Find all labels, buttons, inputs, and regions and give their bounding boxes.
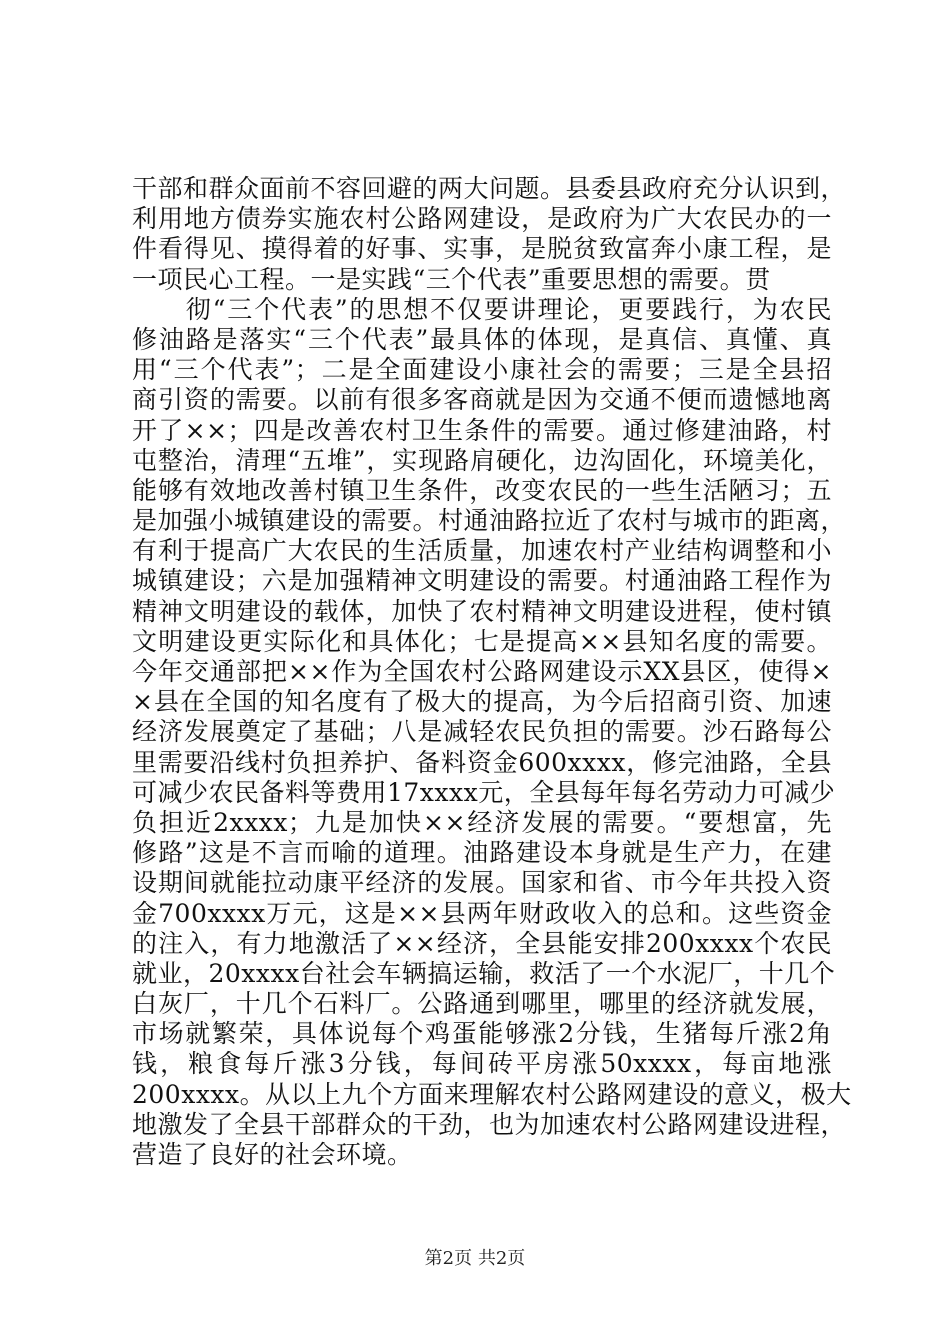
text-line: 能够有效地改善村镇卫生条件，改变农民的一些生活陋习；五 [132, 475, 832, 505]
text-line: 彻“三个代表”的思想不仅要讲理论，更要践行，为农民 [132, 294, 832, 324]
text-line: 钱，粮食每斤涨3分钱，每间砖平房涨50xxxx，每亩地涨 [132, 1049, 832, 1079]
text-line: 经济发展奠定了基础；八是减轻农民负担的需要。沙石路每公 [132, 717, 832, 747]
text-line: 金700xxxx万元，这是××县两年财政收入的总和。这些资金 [132, 898, 832, 928]
text-line: 件看得见、摸得着的好事、实事，是脱贫致富奔小康工程，是 [132, 234, 832, 264]
text-line: 利用地方债券实施农村公路网建设，是政府为广大农民办的一 [132, 204, 832, 234]
text-line: 精神文明建设的载体，加快了农村精神文明建设进程，使村镇 [132, 596, 832, 626]
text-line: 市场就繁荣，具体说每个鸡蛋能够涨2分钱，生猪每斤涨2角 [132, 1019, 832, 1049]
text-line: 设期间就能拉动康平经济的发展。国家和省、市今年共投入资 [132, 868, 832, 898]
text-line: 的注入，有力地激活了××经济，全县能安排200xxxx个农民 [132, 928, 832, 958]
text-line: 屯整治，清理“五堆”，实现路肩硬化，边沟固化，环境美化， [132, 445, 832, 475]
text-line: 200xxxx。从以上九个方面来理解农村公路网建设的意义，极大 [132, 1079, 852, 1109]
text-line: 地激发了全县干部群众的干劲，也为加速农村公路网建设进程， [132, 1109, 847, 1139]
text-line: 城镇建设；六是加强精神文明建设的需要。村通油路工程作为 [132, 566, 832, 596]
text-line: 干部和群众面前不容回避的两大问题。县委县政府充分认识到， [132, 174, 847, 203]
text-line: 用“三个代表”；二是全面建设小康社会的需要；三是全县招 [132, 355, 832, 385]
text-line: 今年交通部把××作为全国农村公路网建设示XX县区，使得× [132, 657, 832, 686]
text-line: 商引资的需要。以前有很多客商就是因为交通不便而遗憾地离 [132, 385, 832, 415]
text-line: 是加强小城镇建设的需要。村通油路拉近了农村与城市的距离， [132, 506, 847, 536]
text-line: 开了××；四是改善农村卫生条件的需要。通过修建油路，村 [132, 415, 832, 445]
text-line: 负担近2xxxx；九是加快××经济发展的需要。“要想富，先 [132, 807, 832, 837]
text-line: 有利于提高广大农民的生活质量，加速农村产业结构调整和小 [132, 536, 832, 566]
text-line: 就业，20xxxx台社会车辆搞运输，救活了一个水泥厂，十几个 [132, 958, 836, 988]
text-line: 文明建设更实际化和具体化；七是提高××县知名度的需要。 [132, 626, 832, 656]
text-line: 修油路是落实“三个代表”最具体的体现，是真信、真懂、真 [132, 324, 832, 354]
text-line: ×县在全国的知名度有了极大的提高，为今后招商引资、加速 [132, 687, 832, 717]
text-line: 修路”这是不言而喻的道理。油路建设本身就是生产力，在建 [132, 838, 832, 868]
page-footer: 第2页 共2页 [424, 1248, 526, 1269]
text-line: 营造了良好的社会环境。 [132, 1140, 413, 1169]
text-line: 可减少农民备料等费用17xxxx元，全县每年每名劳动力可减少 [132, 777, 836, 807]
body-text [132, 174, 852, 1170]
text-line: 一项民心工程。一是实践“三个代表”重要思想的需要。贯 [132, 264, 771, 294]
text-line: 白灰厂，十几个石料厂。公路通到哪里，哪里的经济就发展， [132, 989, 832, 1019]
text-line: 里需要沿线村负担养护、备料资金600xxxx，修完油路，全县 [132, 747, 832, 777]
